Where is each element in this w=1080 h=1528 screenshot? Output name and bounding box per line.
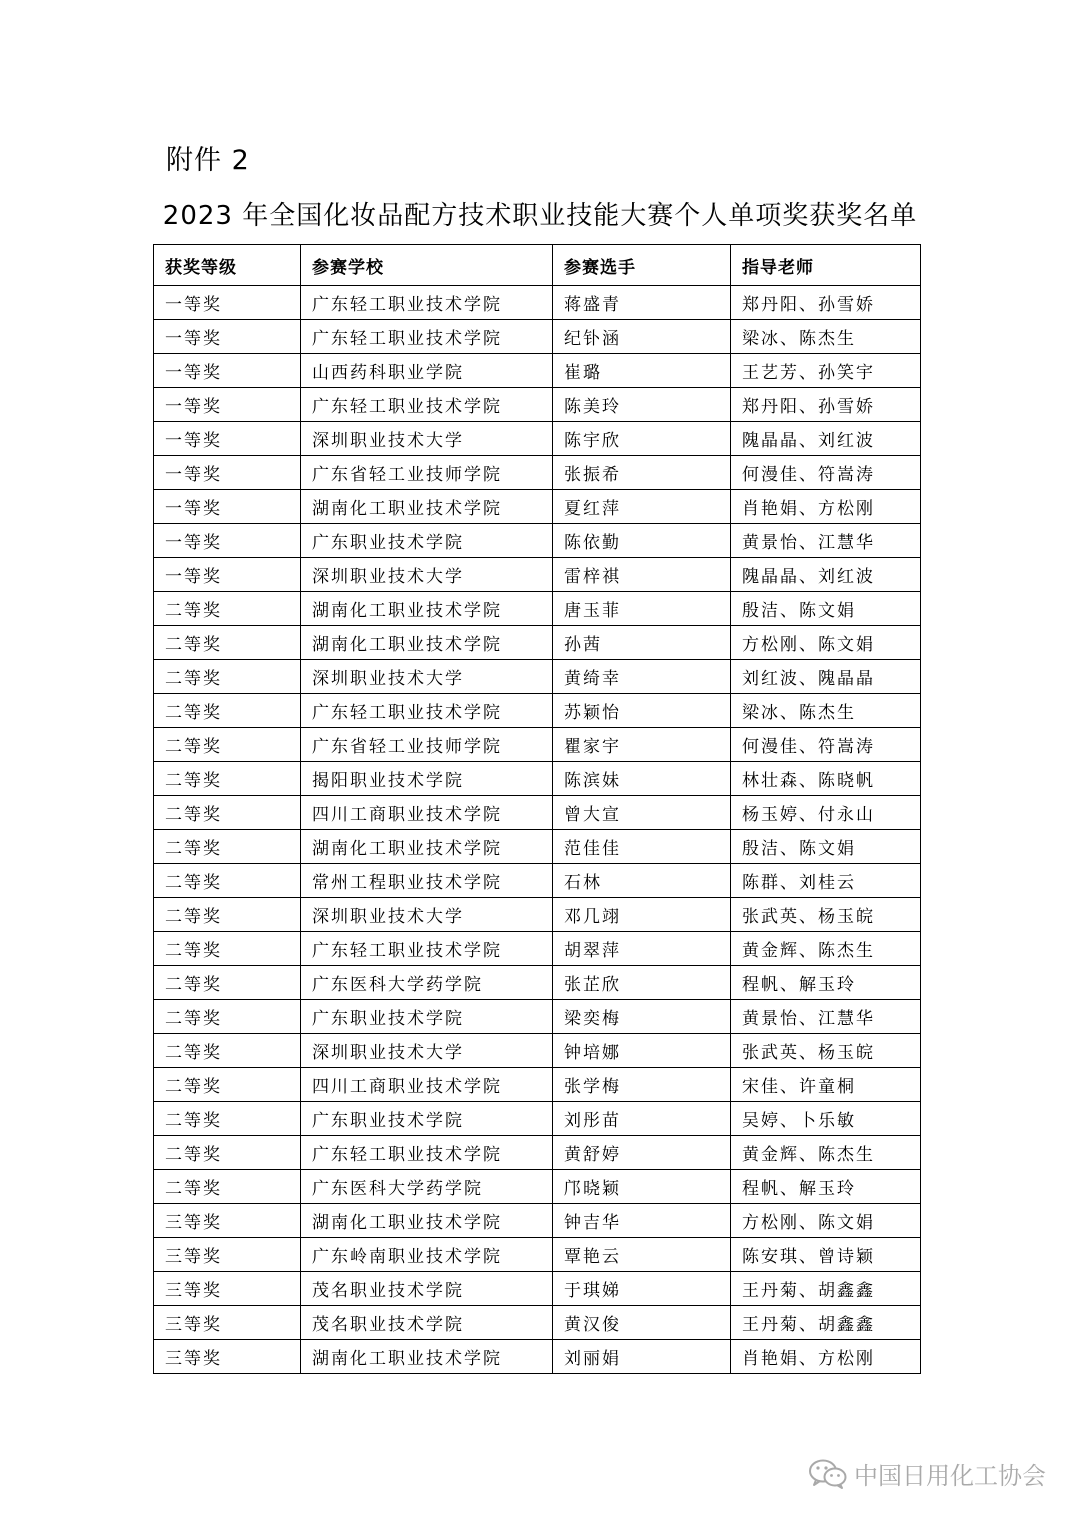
award-level-cell: 一等奖 — [154, 422, 301, 456]
contestant-cell: 陈美玲 — [553, 388, 731, 422]
table-row — [154, 558, 921, 592]
table-row — [154, 1238, 921, 1272]
contestant-cell: 纪钋涵 — [553, 320, 731, 354]
award-level-cell: 一等奖 — [154, 388, 301, 422]
table-row — [154, 1068, 921, 1102]
instructor-cell: 张武英、杨玉皖 — [731, 898, 921, 932]
award-level-cell: 二等奖 — [154, 830, 301, 864]
contestant-cell: 张振希 — [553, 456, 731, 490]
school-cell: 广东轻工职业技术学院 — [301, 388, 553, 422]
contestant-cell: 刘彤苗 — [553, 1102, 731, 1136]
award-level-cell: 二等奖 — [154, 762, 301, 796]
award-level-cell: 一等奖 — [154, 354, 301, 388]
column-header-instructor: 指导老师 — [731, 245, 921, 286]
school-cell: 四川工商职业技术学院 — [301, 1068, 553, 1102]
table-row — [154, 1034, 921, 1068]
column-header-award-level: 获奖等级 — [154, 245, 301, 286]
school-cell: 广东轻工职业技术学院 — [301, 1136, 553, 1170]
award-level-cell: 二等奖 — [154, 864, 301, 898]
instructor-cell: 梁冰、陈杰生 — [731, 320, 921, 354]
school-cell: 湖南化工职业技术学院 — [301, 1340, 553, 1374]
instructor-cell: 林壮森、陈晓帆 — [731, 762, 921, 796]
award-level-cell: 二等奖 — [154, 728, 301, 762]
table-row — [154, 456, 921, 490]
contestant-cell: 陈宇欣 — [553, 422, 731, 456]
table-row — [154, 830, 921, 864]
contestant-cell: 黄汉俊 — [553, 1306, 731, 1340]
contestant-cell: 孙茜 — [553, 626, 731, 660]
award-level-cell: 二等奖 — [154, 592, 301, 626]
award-level-cell: 一等奖 — [154, 286, 301, 320]
school-cell: 深圳职业技术大学 — [301, 558, 553, 592]
school-cell: 广东轻工职业技术学院 — [301, 932, 553, 966]
award-level-cell: 三等奖 — [154, 1272, 301, 1306]
school-cell: 深圳职业技术大学 — [301, 898, 553, 932]
contestant-cell: 石林 — [553, 864, 731, 898]
contestant-cell: 雷梓祺 — [553, 558, 731, 592]
instructor-cell: 方松刚、陈文娟 — [731, 1204, 921, 1238]
instructor-cell: 程帆、解玉玲 — [731, 1170, 921, 1204]
table-header-row — [154, 245, 921, 286]
school-cell: 四川工商职业技术学院 — [301, 796, 553, 830]
contestant-cell: 于琪娣 — [553, 1272, 731, 1306]
table-row — [154, 966, 921, 1000]
contestant-cell: 陈依勤 — [553, 524, 731, 558]
award-level-cell: 二等奖 — [154, 660, 301, 694]
instructor-cell: 郑丹阳、孙雪娇 — [731, 286, 921, 320]
school-cell: 广东岭南职业技术学院 — [301, 1238, 553, 1272]
table-row — [154, 1000, 921, 1034]
contestant-cell: 黄绮幸 — [553, 660, 731, 694]
instructor-cell: 陈安琪、曾诗颖 — [731, 1238, 921, 1272]
award-level-cell: 二等奖 — [154, 932, 301, 966]
contestant-cell: 崔璐 — [553, 354, 731, 388]
table-row — [154, 1136, 921, 1170]
school-cell: 深圳职业技术大学 — [301, 660, 553, 694]
instructor-cell: 梁冰、陈杰生 — [731, 694, 921, 728]
contestant-cell: 钟培娜 — [553, 1034, 731, 1068]
table-row — [154, 932, 921, 966]
award-level-cell: 一等奖 — [154, 524, 301, 558]
award-level-cell: 一等奖 — [154, 490, 301, 524]
instructor-cell: 肖艳娟、方松刚 — [731, 490, 921, 524]
award-level-cell: 三等奖 — [154, 1306, 301, 1340]
table-row — [154, 1340, 921, 1374]
school-cell: 湖南化工职业技术学院 — [301, 626, 553, 660]
contestant-cell: 胡翠萍 — [553, 932, 731, 966]
contestant-cell: 邝晓颖 — [553, 1170, 731, 1204]
contestant-cell: 曾大宣 — [553, 796, 731, 830]
award-level-cell: 二等奖 — [154, 694, 301, 728]
instructor-cell: 黄金辉、陈杰生 — [731, 1136, 921, 1170]
instructor-cell: 殷洁、陈文娟 — [731, 830, 921, 864]
table-row — [154, 1306, 921, 1340]
school-cell: 湖南化工职业技术学院 — [301, 1204, 553, 1238]
table-row — [154, 1204, 921, 1238]
awards-table — [153, 244, 921, 1374]
award-level-cell: 二等奖 — [154, 898, 301, 932]
table-row — [154, 796, 921, 830]
contestant-cell: 苏颖怡 — [553, 694, 731, 728]
instructor-cell: 何漫佳、符嵩涛 — [731, 456, 921, 490]
contestant-cell: 张学梅 — [553, 1068, 731, 1102]
instructor-cell: 黄金辉、陈杰生 — [731, 932, 921, 966]
school-cell: 湖南化工职业技术学院 — [301, 592, 553, 626]
watermark — [808, 1456, 1046, 1491]
instructor-cell: 王丹菊、胡鑫鑫 — [731, 1306, 921, 1340]
award-level-cell: 二等奖 — [154, 1068, 301, 1102]
table-row — [154, 660, 921, 694]
award-level-cell: 三等奖 — [154, 1204, 301, 1238]
instructor-cell: 黄景怡、江慧华 — [731, 524, 921, 558]
contestant-cell: 夏红萍 — [553, 490, 731, 524]
award-level-cell: 二等奖 — [154, 796, 301, 830]
table-row — [154, 286, 921, 320]
instructor-cell: 黄景怡、江慧华 — [731, 1000, 921, 1034]
school-cell: 深圳职业技术大学 — [301, 1034, 553, 1068]
table-row — [154, 898, 921, 932]
instructor-cell: 王艺芳、孙笑宇 — [731, 354, 921, 388]
instructor-cell: 王丹菊、胡鑫鑫 — [731, 1272, 921, 1306]
school-cell: 广东轻工职业技术学院 — [301, 320, 553, 354]
school-cell: 广东职业技术学院 — [301, 1102, 553, 1136]
award-level-cell: 三等奖 — [154, 1238, 301, 1272]
school-cell: 广东省轻工业技师学院 — [301, 456, 553, 490]
contestant-cell: 唐玉菲 — [553, 592, 731, 626]
instructor-cell: 吴婷、卜乐敏 — [731, 1102, 921, 1136]
school-cell: 山西药科职业学院 — [301, 354, 553, 388]
instructor-cell: 隗晶晶、刘红波 — [731, 558, 921, 592]
school-cell: 广东省轻工业技师学院 — [301, 728, 553, 762]
contestant-cell: 钟吉华 — [553, 1204, 731, 1238]
contestant-cell: 范佳佳 — [553, 830, 731, 864]
school-cell: 湖南化工职业技术学院 — [301, 830, 553, 864]
school-cell: 深圳职业技术大学 — [301, 422, 553, 456]
table-row — [154, 864, 921, 898]
contestant-cell: 陈滨妹 — [553, 762, 731, 796]
school-cell: 广东医科大学药学院 — [301, 966, 553, 1000]
contestant-cell: 梁奕梅 — [553, 1000, 731, 1034]
contestant-cell: 黄舒婷 — [553, 1136, 731, 1170]
instructor-cell: 方松刚、陈文娟 — [731, 626, 921, 660]
instructor-cell: 刘红波、隗晶晶 — [731, 660, 921, 694]
wechat-icon — [808, 1458, 848, 1490]
school-cell: 广东轻工职业技术学院 — [301, 694, 553, 728]
instructor-cell: 殷洁、陈文娟 — [731, 592, 921, 626]
instructor-cell: 杨玉婷、付永山 — [731, 796, 921, 830]
award-level-cell: 二等奖 — [154, 1136, 301, 1170]
watermark-text: 中国日用化工协会 — [854, 1462, 1046, 1490]
column-header-school: 参赛学校 — [301, 245, 553, 286]
instructor-cell: 肖艳娟、方松刚 — [731, 1340, 921, 1374]
table-row — [154, 524, 921, 558]
document-title: 2023 年全国化妆品配方技术职业技能大赛个人单项奖获奖名单 — [162, 201, 918, 231]
award-level-cell: 二等奖 — [154, 626, 301, 660]
contestant-cell: 蒋盛青 — [553, 286, 731, 320]
award-level-cell: 一等奖 — [154, 320, 301, 354]
table-row — [154, 728, 921, 762]
column-header-contestant: 参赛选手 — [553, 245, 731, 286]
instructor-cell: 陈群、刘桂云 — [731, 864, 921, 898]
table-row — [154, 1170, 921, 1204]
school-cell: 茂名职业技术学院 — [301, 1272, 553, 1306]
award-level-cell: 二等奖 — [154, 1000, 301, 1034]
instructor-cell: 宋佳、许童桐 — [731, 1068, 921, 1102]
instructor-cell: 郑丹阳、孙雪娇 — [731, 388, 921, 422]
school-cell: 茂名职业技术学院 — [301, 1306, 553, 1340]
instructor-cell: 程帆、解玉玲 — [731, 966, 921, 1000]
school-cell: 广东职业技术学院 — [301, 1000, 553, 1034]
contestant-cell: 瞿家宇 — [553, 728, 731, 762]
table-row — [154, 1272, 921, 1306]
award-level-cell: 二等奖 — [154, 1034, 301, 1068]
table-row — [154, 422, 921, 456]
school-cell: 广东轻工职业技术学院 — [301, 286, 553, 320]
table-row — [154, 354, 921, 388]
award-level-cell: 二等奖 — [154, 966, 301, 1000]
award-level-cell: 二等奖 — [154, 1170, 301, 1204]
school-cell: 揭阳职业技术学院 — [301, 762, 553, 796]
table-row — [154, 490, 921, 524]
school-cell: 广东医科大学药学院 — [301, 1170, 553, 1204]
award-level-cell: 二等奖 — [154, 1102, 301, 1136]
award-level-cell: 一等奖 — [154, 456, 301, 490]
table-row — [154, 762, 921, 796]
contestant-cell: 刘丽娟 — [553, 1340, 731, 1374]
table-row — [154, 694, 921, 728]
attachment-label: 附件 2 — [166, 145, 250, 176]
award-level-cell: 一等奖 — [154, 558, 301, 592]
school-cell: 广东职业技术学院 — [301, 524, 553, 558]
contestant-cell: 覃艳云 — [553, 1238, 731, 1272]
contestant-cell: 张芷欣 — [553, 966, 731, 1000]
table-row — [154, 592, 921, 626]
table-row — [154, 320, 921, 354]
table-body — [154, 286, 921, 1374]
table-row — [154, 626, 921, 660]
school-cell: 湖南化工职业技术学院 — [301, 490, 553, 524]
instructor-cell: 隗晶晶、刘红波 — [731, 422, 921, 456]
table-row — [154, 388, 921, 422]
school-cell: 常州工程职业技术学院 — [301, 864, 553, 898]
instructor-cell: 张武英、杨玉皖 — [731, 1034, 921, 1068]
contestant-cell: 邓几翊 — [553, 898, 731, 932]
table-row — [154, 1102, 921, 1136]
award-level-cell: 三等奖 — [154, 1340, 301, 1374]
instructor-cell: 何漫佳、符嵩涛 — [731, 728, 921, 762]
